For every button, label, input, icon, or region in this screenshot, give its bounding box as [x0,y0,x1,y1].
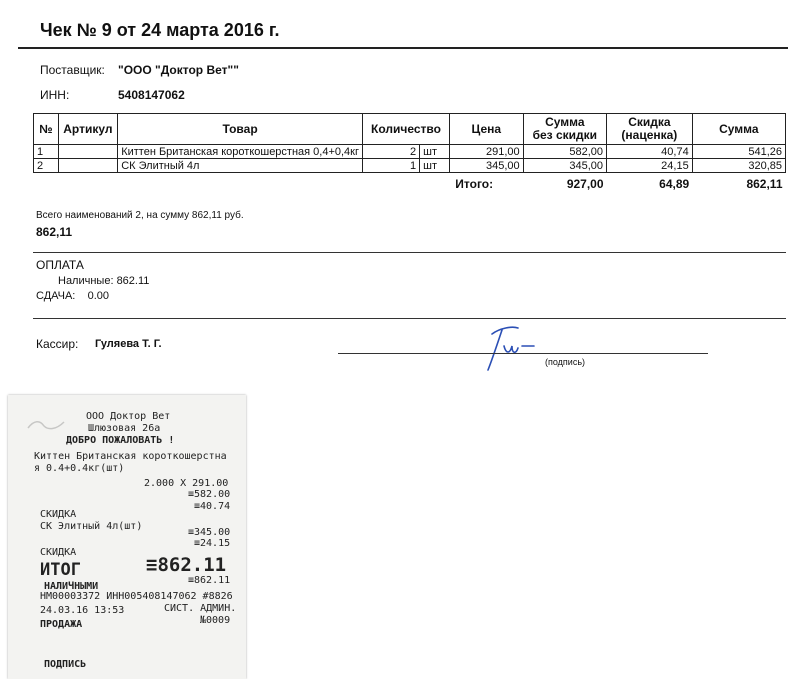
row-qty: 2 [363,145,420,159]
receipt-line: я 0.4+0.4кг(шт) [34,463,125,474]
receipt-line: ≡345.00 [188,527,231,538]
payment-change: СДАЧА: 0.00 [36,290,109,302]
receipt-line: 2.000 X 291.00 [144,478,229,489]
signature-mark [482,320,542,375]
row-article [58,145,118,159]
payment-header: ОПЛАТА [36,258,84,272]
summary-amount: 862,11 [36,225,73,239]
row-product: СК Элитный 4л [118,159,363,173]
table-row [34,145,786,159]
items-table [33,113,786,195]
row-sum-no-discount: 582,00 [523,145,606,159]
signature-caption: (подпись) [545,357,586,367]
totals-label: Итого: [455,177,494,191]
receipt-line: ДОБРО ПОЖАЛОВАТЬ ! [66,435,175,446]
receipt-line: ≡862.11 [188,575,231,586]
col-header-no: № [34,114,59,145]
col-header-product: Товар [118,114,363,145]
supplier-value: "ООО "Доктор Вет"" [118,63,239,77]
receipt-line: ≡40.74 [194,501,231,512]
receipt-total-value: ≡862.11 [146,554,227,576]
totals-row [34,173,786,196]
col-header-article: Артикул [58,114,118,145]
page-title: Чек № 9 от 24 марта 2016 г. [40,20,280,40]
summary-text: Всего наименований 2, на сумму 862,11 руб. [36,210,244,221]
row-discount: 24,15 [607,159,693,173]
totals-sum-no-discount: 927,00 [566,177,604,191]
receipt-total-label: ИТОГ [40,560,81,580]
col-header-sum-no-discount: Сумма без скидки [523,114,606,145]
payment-cash: Наличные: 862.11 [58,275,150,287]
receipt-line: СИСТ. АДМИН. [164,603,237,614]
receipt-line: ≡24.15 [194,538,231,549]
cashier-name: Гуляева Т. Г. [95,338,162,350]
section-divider [33,318,786,319]
receipt-line: ПРОДАЖА [40,619,83,630]
inn-value: 5408147062 [118,88,185,102]
receipt-line: НМ00003372 ИНН005408147062 #8826 [40,591,233,602]
col-header-qty: Количество [363,114,450,145]
section-divider [33,252,786,253]
signature-line [338,353,708,354]
col-header-price: Цена [449,114,523,145]
row-discount: 40,74 [607,145,693,159]
row-no: 1 [34,145,59,159]
row-product: Киттен Британская короткошерстная 0,4+0,4кг [118,145,363,159]
receipt-line: ≡582.00 [188,489,231,500]
receipt-line: СКИДКА [40,509,77,520]
table-row [34,159,786,173]
row-sum: 541,26 [692,145,785,159]
receipt-line: ООО Доктор Вет [86,411,171,422]
supplier-label: Поставщик: [40,63,105,77]
totals-sum: 862,11 [746,177,783,191]
row-qty: 1 [363,159,420,173]
receipt-logo-icon [26,418,66,432]
row-no: 2 [34,159,59,173]
receipt-line: Шлюзовая 26а [88,423,161,434]
col-header-sum: Сумма [692,114,785,145]
col-header-discount: Скидка (наценка) [607,114,693,145]
row-sum: 320,85 [692,159,785,173]
row-price: 345,00 [449,159,523,173]
title-divider [18,47,788,49]
receipt-line: 24.03.16 13:53 [40,605,125,616]
receipt-line: СКИДКА [40,547,77,558]
receipt-line: СК Элитный 4л(шт) [40,521,143,532]
totals-discount: 64,89 [659,177,690,191]
inn-label: ИНН: [40,88,70,102]
receipt-line: Киттен Британская короткошерстна [34,451,227,462]
row-price: 291,00 [449,145,523,159]
cash-register-receipt [8,395,246,679]
cashier-label: Кассир: [36,337,79,351]
receipt-line: №0009 [200,615,231,626]
row-sum-no-discount: 345,00 [523,159,606,173]
row-unit: шт [420,145,450,159]
row-unit: шт [420,159,450,173]
row-article [58,159,118,173]
receipt-signature-label: ПОДПИСЬ [44,659,87,670]
receipt-line: НАЛИЧНЫМИ [44,581,99,592]
table-header-row [34,114,786,145]
